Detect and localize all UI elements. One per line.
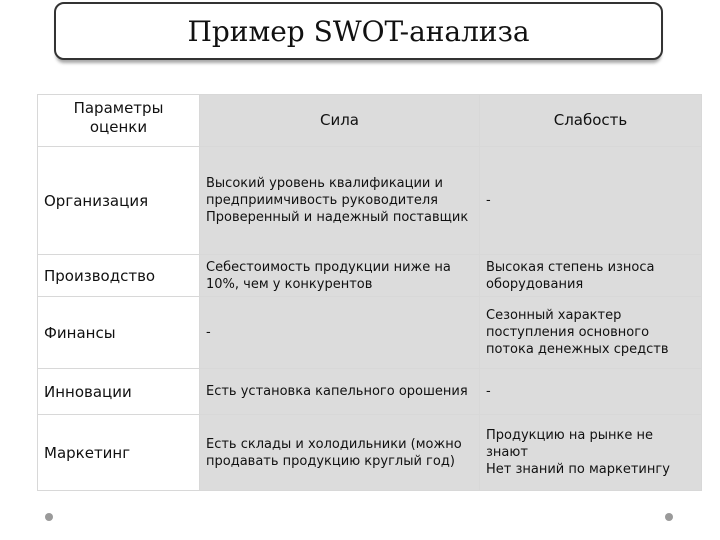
weakness-cell xyxy=(480,415,702,491)
row-param: Организация xyxy=(38,147,200,255)
header-param: Параметры оценки xyxy=(38,95,200,147)
cell-line: Нет знаний по маркетингу xyxy=(486,462,670,477)
row-param: Финансы xyxy=(38,297,200,369)
header-weakness: Слабость xyxy=(480,95,702,147)
decorative-dot xyxy=(45,513,53,521)
strength-cell xyxy=(200,297,480,369)
cell-line: Высокая степень износа оборудования xyxy=(486,259,655,292)
title-box xyxy=(54,2,663,60)
decorative-dot xyxy=(665,513,673,521)
weakness-cell xyxy=(480,255,702,297)
row-param: Производство xyxy=(38,255,200,297)
cell-line: - xyxy=(206,325,211,340)
strength-cell xyxy=(200,255,480,297)
swot-table xyxy=(37,94,702,491)
weakness-cell xyxy=(480,297,702,369)
cell-line: Себестоимость продукции ниже на 10%, чем у конкурентов xyxy=(206,259,451,292)
strength-cell xyxy=(200,147,480,255)
table-row xyxy=(38,369,702,415)
strength-cell xyxy=(200,415,480,491)
weakness-cell xyxy=(480,147,702,255)
row-param: Инновации xyxy=(38,369,200,415)
weakness-cell xyxy=(480,369,702,415)
cell-line: Сезонный характер поступления основного потока денежных средств xyxy=(486,308,669,357)
header-strength: Сила xyxy=(200,95,480,147)
cell-line: Продукцию на рынке не знают xyxy=(486,428,653,460)
cell-line: Высокий уровень квалификации и предприимчивость руководителя xyxy=(206,176,443,208)
page-title: Пример SWOT-анализа xyxy=(187,14,530,48)
table-row xyxy=(38,147,702,255)
row-param: Маркетинг xyxy=(38,415,200,491)
table-row xyxy=(38,297,702,369)
cell-line: Есть установка капельного орошения xyxy=(206,384,468,399)
table-header-row xyxy=(38,95,702,147)
table-row xyxy=(38,255,702,297)
cell-line: - xyxy=(486,193,491,208)
strength-cell xyxy=(200,369,480,415)
cell-line: - xyxy=(486,384,491,399)
cell-line: Есть склады и холодильники (можно продавать продукцию круглый год) xyxy=(206,436,462,469)
cell-line: Проверенный и надежный поставщик xyxy=(206,210,469,225)
table-row xyxy=(38,415,702,491)
